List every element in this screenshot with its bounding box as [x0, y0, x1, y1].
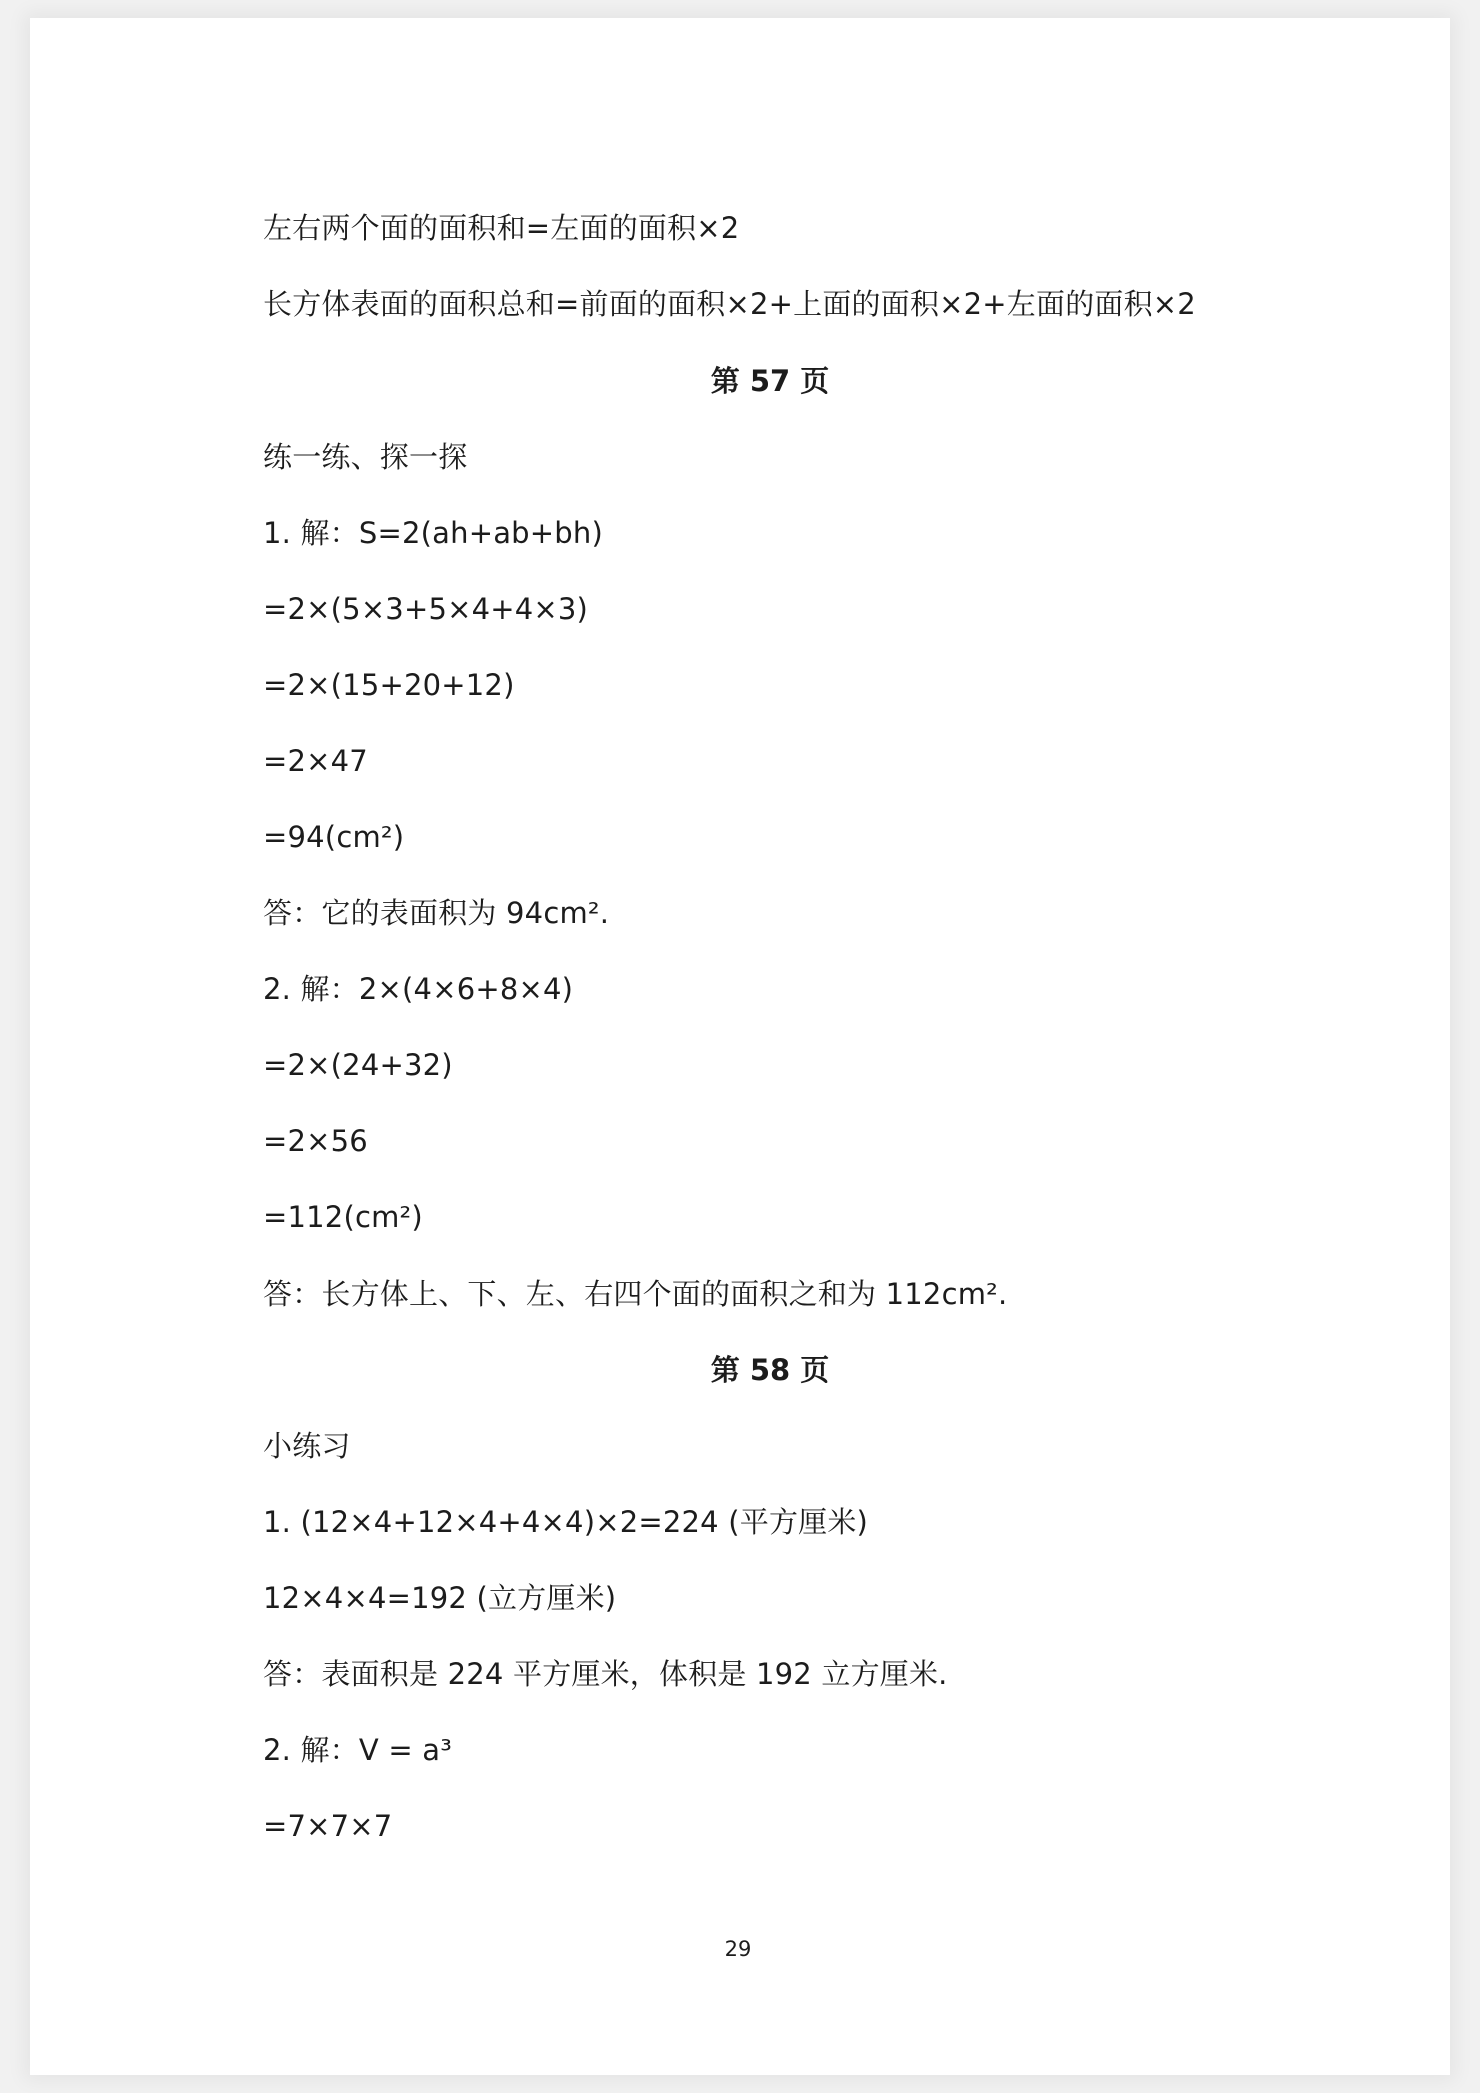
section-57-line: =112(cm²)	[263, 1200, 423, 1234]
section-57-answer: 答：长方体上、下、左、右四个面的面积之和为 112cm².	[263, 1277, 1008, 1311]
section-57-line: =2×(15+20+12)	[263, 668, 515, 702]
section-heading-57: 第 57 页	[710, 364, 830, 398]
section-57-line: 1. 解：S=2(ah+ab+bh)	[263, 516, 603, 550]
section-58-line: =7×7×7	[263, 1809, 393, 1843]
section-58-line: 1. (12×4+12×4+4×4)×2=224 (平方厘米)	[263, 1505, 869, 1539]
section-heading-58: 第 58 页	[710, 1353, 830, 1387]
section-57-line: =2×56	[263, 1124, 368, 1158]
section-57-line: =2×(24+32)	[263, 1048, 453, 1082]
intro-line-1: 左右两个面的面积和=左面的面积×2	[263, 211, 740, 245]
page-number: 29	[724, 1937, 752, 1961]
section-57-line: =94(cm²)	[263, 820, 405, 854]
section-58-line: 12×4×4=192 (立方厘米)	[263, 1581, 617, 1615]
section-58-subtitle: 小练习	[263, 1429, 351, 1463]
section-57-line: 2. 解：2×(4×6+8×4)	[263, 972, 574, 1006]
section-57-line: =2×47	[263, 744, 368, 778]
section-58-answer: 答：表面积是 224 平方厘米，体积是 192 立方厘米.	[263, 1657, 948, 1691]
section-57-line: =2×(5×3+5×4+4×3)	[263, 592, 589, 626]
section-57-subtitle: 练一练、探一探	[263, 440, 468, 474]
section-57-answer: 答：它的表面积为 94cm².	[263, 896, 610, 930]
document-page	[30, 18, 1450, 2075]
intro-line-2: 长方体表面的面积总和=前面的面积×2+上面的面积×2+左面的面积×2	[263, 287, 1196, 321]
section-58-line: 2. 解：V = a³	[263, 1733, 453, 1767]
